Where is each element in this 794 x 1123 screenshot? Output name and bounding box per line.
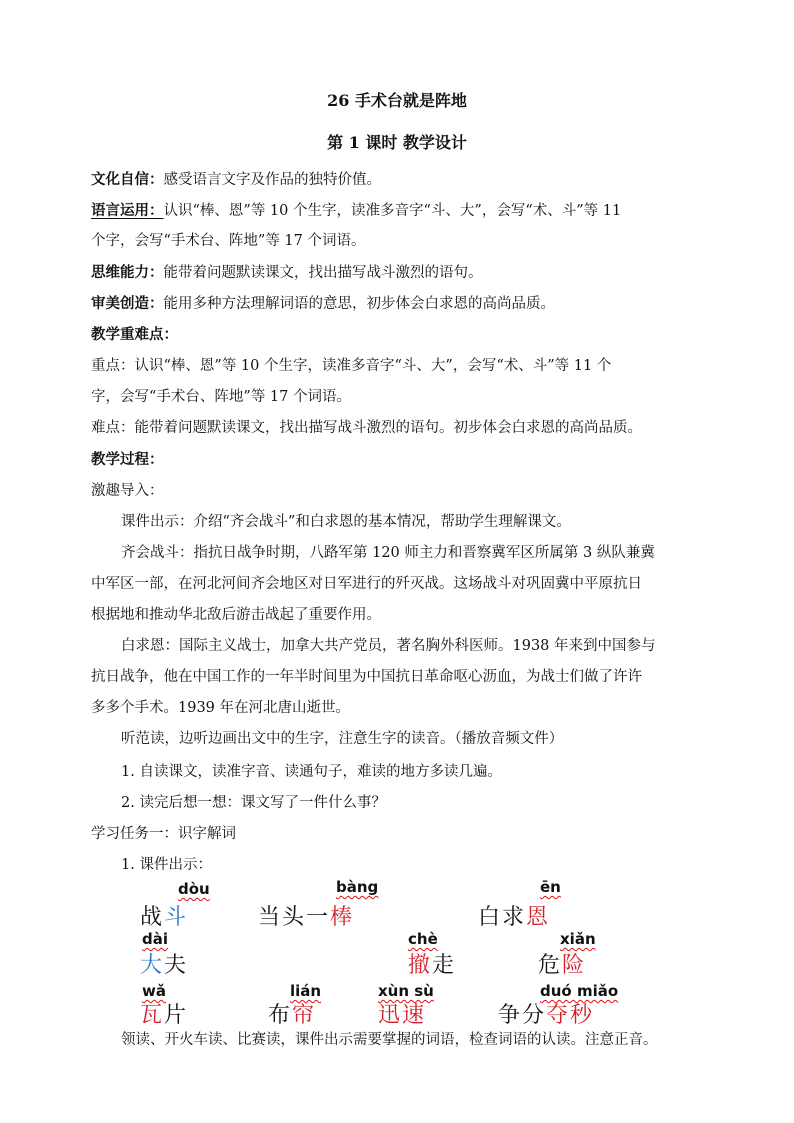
key-point: 字，会写“手术台、阵地”等 17 个词语。 — [91, 389, 351, 405]
vocab-word: 当头一棒 — [258, 905, 355, 930]
task-step: 1. 课件出示： — [121, 857, 212, 873]
pinyin: dài — [142, 930, 169, 948]
goal-text: 感受语言文字及作品的独特价值。 — [163, 172, 381, 188]
intro-line: 抗日战争，他在中国工作的一年半时间里为中国抗日革命呕心沥血，为战士们做了许许 — [91, 669, 642, 685]
vocab-word: 战斗 — [140, 905, 189, 930]
process-heading: 教学过程： — [91, 451, 164, 468]
intro-line: 听范读，边听边画出文中的生字，注意生字的读音。（播放音频文件） — [121, 731, 564, 747]
pinyin: ēn — [540, 878, 561, 896]
goal-culture — [91, 170, 711, 190]
goal-label: 审美创造： — [91, 295, 164, 312]
goal-label: 文化自信： — [91, 171, 164, 188]
intro-line: 白求恩：国际主义战士，加拿大共产党员，著名胸外科医师。1938 年来到中国参与 — [121, 638, 656, 654]
pinyin: bàng — [336, 878, 379, 896]
vocab-word: 危险 — [538, 953, 587, 978]
vocabulary-card — [130, 876, 670, 1026]
goal-label: 语言运用： — [91, 202, 164, 219]
intro-line: 根据地和推动华北敌后游击战起了重要作用。 — [91, 607, 381, 623]
pinyin: wǎ — [142, 982, 166, 1000]
vocab-word: 瓦片 — [140, 1003, 189, 1028]
goal-language-cont: 个字，会写“手术台、阵地”等 17 个词语。 — [91, 233, 366, 249]
pinyin: xùn sù — [378, 982, 434, 1000]
lesson-title: 26 手术台就是阵地 — [327, 91, 467, 110]
goal-label: 思维能力： — [91, 264, 164, 281]
goal-text: 认识“棒、恩”等 10 个生字，读准多音字“斗、大”，会写“术、斗”等 11 — [163, 203, 622, 219]
goal-text: 能带着问题默读课文，找出描写战斗激烈的语句。 — [163, 265, 483, 281]
goal-aesthetic — [91, 294, 711, 314]
intro-line: 齐会战斗：指抗日战争时期，八路军第 120 师主力和晋察冀军区所属第 3 纵队兼冀 — [121, 545, 655, 561]
intro-line: 1. 自读课文，读准字音、读通句子，难读的地方多读几遍。 — [121, 764, 502, 780]
goal-text: 能用多种方法理解词语的意思，初步体会白求恩的高尚品质。 — [163, 296, 555, 312]
lesson-subtitle: 第 1 课时 教学设计 — [327, 133, 467, 152]
goal-language — [91, 201, 711, 221]
vocab-word: 撤走 — [408, 953, 457, 978]
goal-thinking — [91, 263, 711, 283]
pinyin: duó miǎo — [540, 982, 619, 1000]
pinyin: dòu — [178, 880, 210, 898]
intro-heading: 激趣导入： — [91, 483, 164, 499]
intro-line: 多多个手术。1939 年在河北唐山逝世。 — [91, 700, 351, 716]
intro-line: 课件出示：介绍“齐会战斗”和白求恩的基本情况，帮助学生理解课文。 — [121, 514, 571, 530]
key-heading: 教学重难点： — [91, 326, 178, 343]
vocab-word: 争分夺秒 — [498, 1003, 595, 1028]
vocab-word: 白求恩 — [478, 905, 551, 930]
vocab-word: 布帘 — [268, 1003, 317, 1028]
pinyin: xiǎn — [560, 930, 596, 948]
vocab-word: 大夫 — [140, 953, 189, 978]
intro-line: 2. 读完后想一想：课文写了一件什么事？ — [121, 795, 386, 811]
pinyin: lián — [290, 982, 322, 1000]
vocab-word: 迅速 — [378, 1003, 427, 1028]
intro-line: 中军区一部，在河北河间齐会地区对日军进行的歼灭战。这场战斗对巩固冀中平原抗日 — [91, 576, 642, 592]
key-point: 重点：认识“棒、恩”等 10 个生字，读准多音字“斗、大”，会写“术、斗”等 11 个 — [91, 358, 612, 374]
difficulty-point: 难点：能带着问题默读课文，找出描写战斗激烈的语句。初步体会白求恩的高尚品质。 — [91, 420, 642, 436]
closing-line: 领读、开火车读、比赛读，课件出示需要掌握的词语，检查词语的认读。注意正音。 — [121, 1032, 658, 1048]
task-heading: 学习任务一：识字解词 — [91, 826, 236, 842]
pinyin: chè — [408, 930, 438, 948]
